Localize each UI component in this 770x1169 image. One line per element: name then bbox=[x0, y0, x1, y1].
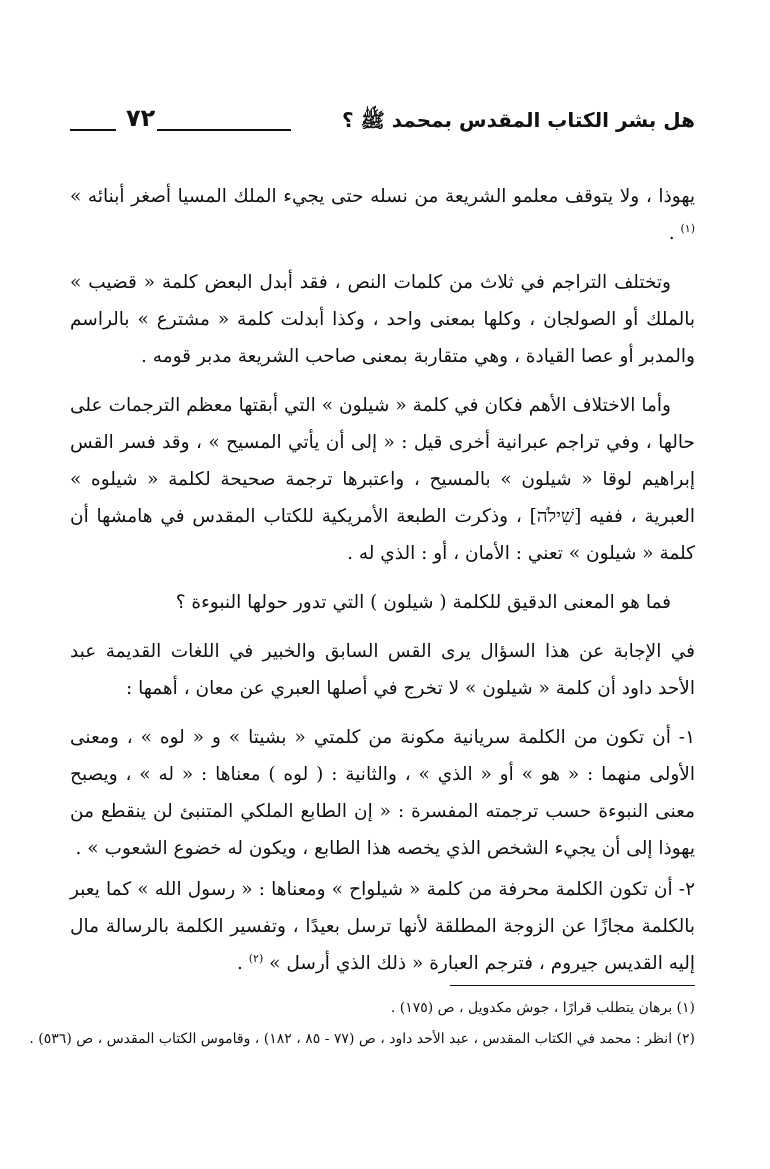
paragraph-text: يهوذا ، ولا يتوقف معلمو الشريعة من نسله حتى يجيء الملك المسيا أصغر أبنائه » bbox=[70, 186, 695, 207]
footnote-2: (٢) انظر : محمد في الكتاب المقدس ، عبد الأحد داود ، ص (٧٧ - ٨٥ ، ١٨٢) ، وقاموس الكتاب المقدس ، ص (٥٣٦) . bbox=[29, 1031, 695, 1047]
running-title: هل بشر الكتاب المقدس بمحمد ﷺ ؟ bbox=[342, 108, 695, 132]
main-text bbox=[70, 178, 695, 986]
footnotes bbox=[29, 993, 695, 1055]
paragraph-tail: . bbox=[236, 953, 249, 974]
header-rule-middle bbox=[157, 129, 291, 131]
page-number: ٧٢ bbox=[126, 104, 156, 132]
paragraph-text: ٢- أن تكون الكلمة محرفة من كلمة « شيلواح » ومعناها : « رسول الله » كما يعبر بالكلمة مجازًا عن الزوجة المطلقة لأنها ترسل بعيدًا ، وتفسير الكلمة بالرسالة مال إليه القديس جيروم ، فترجم العبارة « ذلك الذي أرسل » bbox=[70, 879, 695, 974]
paragraph-shilon: وأما الاختلاف الأهم فكان في كلمة « شيلون » التي أبقتها معظم الترجمات على حالها ، وفي تراجم عبرانية أخرى قيل : « إلى أن يأتي المسيح » ، وقد فسر القس إبراهيم لوقا « شيلون » بالمسيح ، واعتبرها ترجمة صحيحة لكلمة « شيلوه » العبرية ، ففيه [שִׁילֹה] ، وذكرت الطبعة الأمريكية للكتاب المقدس في هامشها أن كلمة « شيلون » تعني : الأمان ، أو : الذي له . bbox=[70, 395, 695, 564]
paragraph-question: فما هو المعنى الدقيق للكلمة ( شيلون ) التي تدور حولها النبوءة ؟ bbox=[175, 592, 671, 613]
header-rule-left bbox=[70, 129, 116, 131]
footnote-1: (١) برهان يتطلب قرارًا ، جوش مكدويل ، ص (١٧٥) . bbox=[390, 1000, 695, 1016]
footnote-marker-2: (٢) bbox=[248, 951, 264, 965]
paragraph-tail: . bbox=[668, 223, 681, 244]
footnote-divider bbox=[450, 985, 695, 986]
list-item: ١- أن تكون من الكلمة سريانية مكونة من كلمتي « بشيتا » و « لوه » ، ومعنى الأولى منهما : « هو » أو « الذي » ، والثانية : ( لوه ) معناها : « له » ، ويصبح معنى النبوءة حسب ترجمته المفسرة : « إن الطابع الملكي المتنبئ لن ينقطع من يهوذا إلى أن يجيء الشخص الذي يخصه هذا الطابع ، ويكون له خضوع الشعوب » . bbox=[70, 727, 695, 859]
page-header bbox=[70, 98, 695, 142]
list-item bbox=[70, 871, 695, 982]
paragraph-answer: في الإجابة عن هذا السؤال يرى القس السابق والخبير في اللغات القديمة عبد الأحد داود أن كلمة « شيلون » لا تخرج في أصلها العبري عن معان ، أهمها : bbox=[70, 641, 695, 699]
paragraph-translations: وتختلف التراجم في ثلاث من كلمات النص ، فقد أبدل البعض كلمة « قضيب » بالملك أو الصولجان ، وكلها بمعنى واحد ، وكذا أبدلت كلمة « مشترع » بالراسم والمدبر أو عصا القيادة ، وهي متقاربة بمعنى صاحب الشريعة مدبر قومه . bbox=[70, 272, 695, 367]
paragraph-continuation bbox=[70, 178, 695, 252]
footnote-marker-1: (١) bbox=[680, 221, 695, 235]
